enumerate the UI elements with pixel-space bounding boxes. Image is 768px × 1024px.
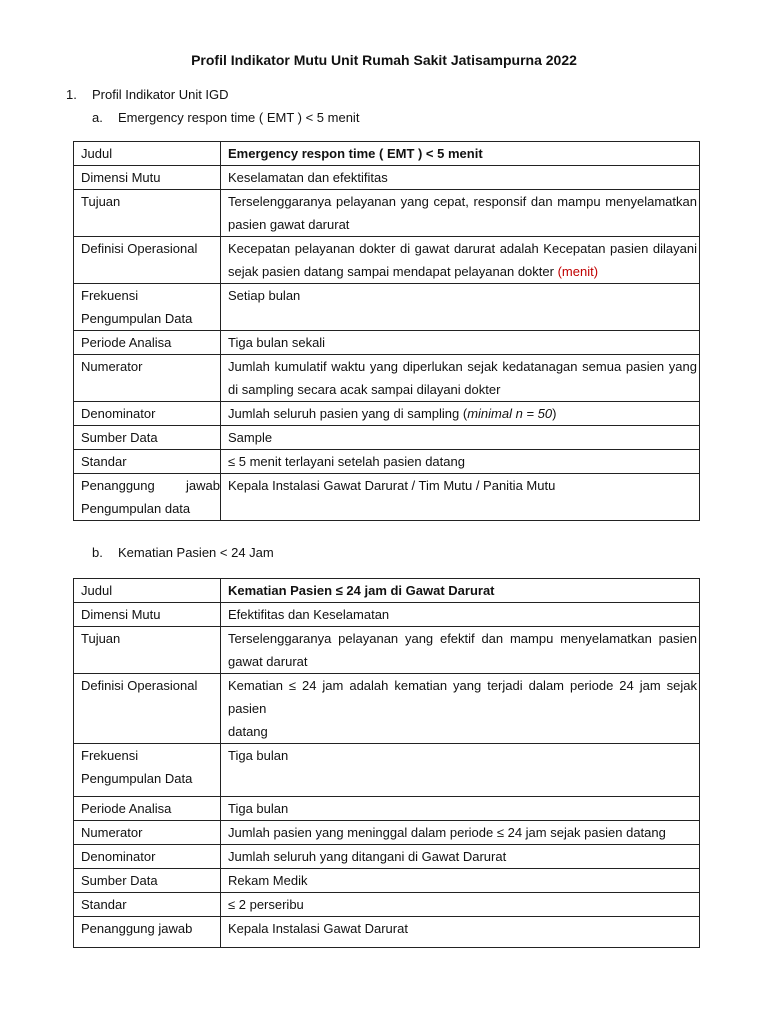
- row-value: ≤ 2 perseribu: [221, 893, 700, 917]
- row-key: Tujuan: [74, 190, 221, 237]
- row-value: Jumlah kumulatif waktu yang diperlukan sejak kedatanagan semua pasien yang di sampling secara acak sampai dilayani dokter: [221, 355, 700, 402]
- subsection-a-label: Emergency respon time ( EMT ) < 5 menit: [118, 110, 360, 125]
- denominator-sample-size: minimal n = 50: [467, 406, 553, 421]
- table-row: [74, 579, 700, 603]
- row-value: Keselamatan dan efektifitas: [221, 166, 700, 190]
- table-row: [74, 797, 700, 821]
- row-key: Standar: [74, 450, 221, 474]
- section-number: 1.: [66, 87, 77, 102]
- table-row: [74, 331, 700, 355]
- indicator-table-b: [73, 578, 700, 948]
- row-key: Judul: [74, 142, 221, 166]
- indicator-table-a: [73, 141, 700, 521]
- row-key: Periode Analisa: [74, 797, 221, 821]
- subsection-a-number: a.: [92, 110, 103, 125]
- section-heading: [66, 87, 229, 102]
- row-key: Judul: [74, 579, 221, 603]
- denominator-text: Jumlah seluruh pasien yang di sampling (: [228, 406, 468, 421]
- table-row: [74, 166, 700, 190]
- row-value: ≤ 5 menit terlayani setelah pasien datang: [221, 450, 700, 474]
- table-row: [74, 284, 700, 331]
- table-row: [74, 603, 700, 627]
- table-row: [74, 917, 700, 948]
- table-row: [74, 426, 700, 450]
- table-row: [74, 474, 700, 521]
- row-value: Jumlah pasien yang meninggal dalam periode ≤ 24 jam sejak pasien datang: [221, 821, 700, 845]
- row-value: Setiap bulan: [221, 284, 700, 331]
- row-key: Standar: [74, 893, 221, 917]
- row-value: Kematian Pasien ≤ 24 jam di Gawat Darurat: [221, 579, 700, 603]
- row-key: Denominator: [74, 402, 221, 426]
- row-key: Penanggung jawab Pengumpulan data: [74, 474, 221, 521]
- row-value: Emergency respon time ( EMT ) < 5 menit: [221, 142, 700, 166]
- definition-text-cont: datang: [228, 724, 268, 739]
- table-row: [74, 744, 700, 797]
- subsection-a-heading: [92, 110, 359, 125]
- row-value: Terselenggaranya pelayanan yang cepat, responsif dan mampu menyelamatkan pasien gawat darurat: [221, 190, 700, 237]
- row-key: Periode Analisa: [74, 331, 221, 355]
- section-label: Profil Indikator Unit IGD: [92, 87, 229, 102]
- row-value: Jumlah seluruh yang ditangani di Gawat Darurat: [221, 845, 700, 869]
- row-key: Numerator: [74, 821, 221, 845]
- table-row: [74, 893, 700, 917]
- row-value: Kepala Instalasi Gawat Darurat: [221, 917, 700, 948]
- subsection-b-label: Kematian Pasien < 24 Jam: [118, 545, 274, 560]
- page-title: Profil Indikator Mutu Unit Rumah Sakit Jatisampurna 2022: [191, 52, 577, 68]
- subsection-b-heading: [92, 545, 274, 560]
- definition-text: Kecepatan pelayanan dokter di gawat darurat adalah Kecepatan pasien dilayani sejak pasien datang sampai mendapat pelayanan dokter: [228, 241, 697, 279]
- row-value: Tiga bulan: [221, 744, 700, 797]
- table-row: [74, 142, 700, 166]
- table-row: [74, 355, 700, 402]
- row-value: Tiga bulan: [221, 797, 700, 821]
- row-key: Frekuensi Pengumpulan Data: [74, 284, 221, 331]
- row-key: Definisi Operasional: [74, 237, 221, 284]
- table-row: [74, 450, 700, 474]
- row-key: Definisi Operasional: [74, 674, 221, 744]
- row-value: Tiga bulan sekali: [221, 331, 700, 355]
- table-row: [74, 237, 700, 284]
- row-value: [221, 674, 700, 744]
- table-row: [74, 674, 700, 744]
- row-value: Rekam Medik: [221, 869, 700, 893]
- table-row: [74, 190, 700, 237]
- subsection-b-number: b.: [92, 545, 103, 560]
- row-value: Efektifitas dan Keselamatan: [221, 603, 700, 627]
- table-row: [74, 869, 700, 893]
- table-row: [74, 821, 700, 845]
- denominator-close: ): [552, 406, 557, 421]
- table-row: [74, 845, 700, 869]
- row-value: [221, 237, 700, 284]
- table-row: [74, 627, 700, 674]
- row-key: Denominator: [74, 845, 221, 869]
- row-value: [221, 402, 700, 426]
- table-row: [74, 402, 700, 426]
- row-key: Dimensi Mutu: [74, 166, 221, 190]
- row-key: Sumber Data: [74, 426, 221, 450]
- row-value: Terselenggaranya pelayanan yang efektif dan mampu menyelamatkan pasien gawat darurat: [221, 627, 700, 674]
- row-value: Sample: [221, 426, 700, 450]
- row-key: Numerator: [74, 355, 221, 402]
- row-value: Kepala Instalasi Gawat Darurat / Tim Mutu / Panitia Mutu: [221, 474, 700, 521]
- definition-text: Kematian ≤ 24 jam adalah kematian yang terjadi dalam periode 24 jam sejak pasien: [228, 678, 697, 716]
- row-key: Penanggung jawab: [74, 917, 221, 948]
- row-key: Tujuan: [74, 627, 221, 674]
- row-key: Dimensi Mutu: [74, 603, 221, 627]
- row-key: Frekuensi Pengumpulan Data: [74, 744, 221, 797]
- row-key: Sumber Data: [74, 869, 221, 893]
- definition-unit: (menit): [557, 264, 599, 279]
